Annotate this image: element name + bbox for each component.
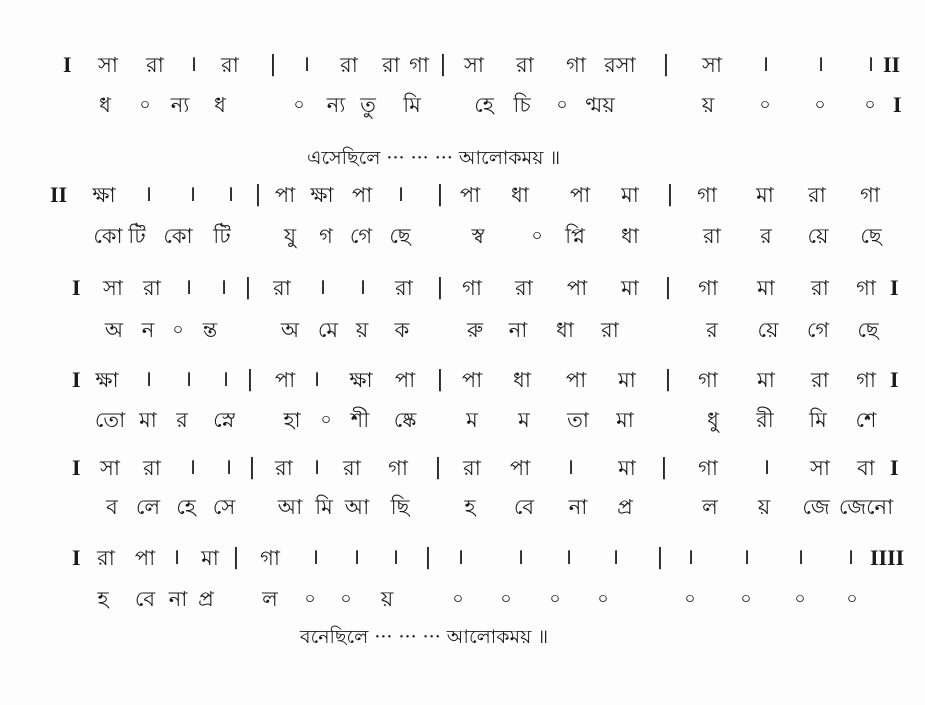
beat-mark: । [395, 182, 405, 207]
beat-mark: । [610, 545, 620, 570]
lyric-syllable: ছে [860, 224, 882, 248]
lyric-line-1 [0, 90, 925, 120]
beat-mark: । [390, 545, 400, 570]
beat-mark: । [795, 545, 805, 570]
end-marker: I [890, 275, 899, 300]
swara-note: মা [618, 368, 636, 392]
start-marker: I [63, 52, 72, 77]
lyric-syllable: না [168, 587, 188, 611]
lyric-syllable: জেনো [838, 495, 894, 519]
lyric-syllable: ন্ত [202, 318, 218, 342]
swara-note: পা [274, 368, 296, 392]
swara-note: রা [515, 276, 533, 300]
lyric-syllable: তা [567, 408, 589, 432]
swara-note: মা [621, 276, 639, 300]
swara-note: মা [757, 276, 775, 300]
lyric-syllable: রা [601, 318, 619, 342]
swara-line-6 [0, 543, 925, 573]
bar-line: | [664, 275, 672, 300]
lyric-syllable: ০ [531, 226, 543, 246]
beat-mark: । [741, 545, 751, 570]
lyric-syllable: ছি [390, 495, 410, 519]
lyric-syllable: ০ [794, 589, 806, 609]
swara-note: গা [698, 368, 718, 392]
swara-line-4 [0, 365, 925, 395]
lyric-syllable: মি [403, 93, 421, 117]
swara-note: সা [702, 53, 722, 77]
lyric-syllable: ০ [864, 95, 876, 115]
lyric-line-4 [0, 405, 925, 435]
swara-note: ক্ষা [95, 368, 119, 392]
lyric-syllable: সে [212, 495, 236, 519]
beat-mark: । [760, 52, 770, 77]
bar-line: | [666, 182, 674, 207]
swara-note: ধা [511, 183, 529, 207]
beat-mark: । [311, 367, 321, 392]
lyric-syllable: প্র [617, 495, 633, 519]
bar-line: | [439, 52, 447, 77]
lyric-syllable: মি [315, 495, 333, 519]
start-marker: II [50, 182, 68, 207]
bar-line: | [656, 545, 664, 570]
lyric-syllable: ম [518, 408, 530, 432]
lyric-syllable: ছে [389, 224, 411, 248]
beat-mark: । [685, 545, 695, 570]
beat-mark: । [865, 52, 875, 77]
lyric-syllable: ০ [759, 95, 771, 115]
swara-note: রা [275, 456, 293, 480]
swara-note: পা [459, 183, 481, 207]
lyric-syllable: না [568, 495, 588, 519]
swara-note: ক্ষা [310, 183, 334, 207]
beat-mark: । [515, 545, 525, 570]
lyric-syllable: কো [93, 224, 123, 248]
lyric-syllable: ক [394, 318, 410, 342]
swara-note: গা [698, 276, 718, 300]
swara-note: পা [566, 276, 588, 300]
lyric-syllable: শী [350, 408, 370, 432]
lyric-syllable: ০ [293, 95, 305, 115]
lyric-syllable: কো [163, 224, 193, 248]
lyric-syllable: গ [319, 224, 333, 248]
start-marker: I [72, 275, 81, 300]
beat-mark: । [187, 455, 197, 480]
lyric-syllable: অ [280, 318, 300, 342]
lyric-syllable: ০ [320, 410, 332, 430]
lyric-syllable: শে [855, 408, 877, 432]
start-marker: I [72, 367, 81, 392]
swara-note: রা [143, 456, 161, 480]
end-marker: IIII [870, 545, 905, 570]
lyric-syllable: ধ [214, 93, 226, 117]
swara-note: মা [756, 183, 774, 207]
swara-note: সা [98, 53, 118, 77]
refrain-line: বনেছিলে ··· ··· ··· আলোকময় ॥ [300, 626, 549, 648]
lyric-syllable: ল [262, 587, 278, 611]
lyric-syllable: স্ব [471, 224, 485, 248]
swara-note: রা [395, 276, 413, 300]
swara-note: গা [860, 183, 880, 207]
beat-mark: । [143, 367, 153, 392]
lyric-syllable: গে [806, 318, 830, 342]
lyric-syllable: গে [349, 224, 373, 248]
bar-line: | [664, 367, 672, 392]
lyric-syllable: যু [283, 224, 297, 248]
lyric-syllable: বে [134, 587, 156, 611]
lyric-syllable: ০ [549, 589, 561, 609]
refrain-line: এসেছিলে ··· ··· ··· আলোকময় ॥ [307, 147, 561, 169]
beat-mark: । [310, 545, 320, 570]
beat-mark: । [317, 275, 327, 300]
lyric-syllable: র [176, 408, 188, 432]
lyric-syllable: রা [703, 224, 721, 248]
swara-note: গা [260, 546, 280, 570]
lyric-syllable: য় [701, 93, 715, 117]
swara-note: পা [509, 456, 531, 480]
beat-mark: । [357, 275, 367, 300]
start-marker: I [72, 455, 81, 480]
lyric-syllable: না [508, 318, 528, 342]
swara-note: ক্ষা [349, 368, 373, 392]
lyric-syllable: ণ্ময় [585, 93, 615, 117]
lyric-syllable: ০ [500, 589, 512, 609]
lyric-syllable: ০ [556, 95, 568, 115]
lyric-line-3 [0, 315, 925, 345]
swara-note: সা [103, 276, 123, 300]
swara-note: ক্ষা [92, 183, 116, 207]
beat-mark: । [183, 275, 193, 300]
beat-mark: । [171, 545, 181, 570]
beat-mark: । [565, 455, 575, 480]
lyric-syllable: ০ [814, 95, 826, 115]
lyric-syllable: ধু [707, 408, 719, 432]
beat-mark: । [188, 52, 198, 77]
lyric-syllable: র [760, 224, 772, 248]
lyric-syllable: ন্য [326, 93, 346, 117]
lyric-syllable: ধা [621, 224, 639, 248]
lyric-syllable: হ [464, 495, 476, 519]
swara-note: রা [516, 53, 534, 77]
swara-note: মা [201, 546, 219, 570]
lyric-syllable: প্র [198, 587, 214, 611]
bar-line: | [232, 545, 240, 570]
lyric-syllable: লে [135, 495, 161, 519]
lyric-syllable: বে [513, 495, 535, 519]
swara-line-1 [0, 50, 925, 80]
lyric-syllable: র [706, 318, 718, 342]
lyric-syllable: ল [702, 495, 718, 519]
swara-line-2 [0, 180, 925, 210]
lyric-syllable: তো [94, 408, 126, 432]
lyric-syllable: ধ [99, 93, 111, 117]
beat-mark: । [455, 545, 465, 570]
swara-note: গা [856, 368, 876, 392]
beat-mark: । [301, 52, 311, 77]
lyric-syllable: ন্য [170, 93, 190, 117]
swara-note: পা [569, 183, 591, 207]
swara-note: সা [810, 456, 830, 480]
beat-mark: । [761, 455, 771, 480]
swara-note: ধা [513, 368, 531, 392]
lyric-syllable: মে [317, 318, 339, 342]
swara-note: সা [100, 456, 120, 480]
lyric-syllable: হে [474, 93, 494, 117]
bar-line: | [660, 455, 668, 480]
lyric-syllable: ম [466, 408, 478, 432]
lyric-syllable: টি [213, 224, 231, 248]
lyric-syllable: মা [139, 408, 157, 432]
swara-note: গা [462, 276, 482, 300]
lyric-line-6 [0, 584, 925, 614]
lyric-syllable: মা [616, 408, 634, 432]
swara-note: গা [388, 456, 408, 480]
lyric-syllable: হে [176, 495, 196, 519]
swara-note: রা [382, 53, 400, 77]
swara-note: গা [409, 53, 429, 77]
beat-mark: । [183, 367, 193, 392]
swara-note: পা [274, 183, 296, 207]
swara-line-3 [0, 273, 925, 303]
lyric-syllable: আ [344, 495, 370, 519]
lyric-syllable: য়ে [807, 224, 829, 248]
lyric-syllable: য় [355, 318, 369, 342]
swara-note: রা [811, 368, 829, 392]
swara-note: রা [343, 456, 361, 480]
swara-note: মা [618, 456, 636, 480]
lyric-syllable: রী [756, 408, 774, 432]
bar-line: | [424, 545, 432, 570]
swara-note: পা [134, 546, 156, 570]
beat-mark: । [351, 545, 361, 570]
swara-note: মা [621, 183, 639, 207]
bar-line: | [248, 455, 256, 480]
lyric-syllable: অ [104, 318, 124, 342]
lyric-syllable: আ [277, 495, 303, 519]
lyric-syllable: য় [757, 495, 771, 519]
swara-note: বা [857, 456, 875, 480]
beat-mark: । [143, 182, 153, 207]
swara-note: সা [464, 53, 484, 77]
bar-line: | [254, 182, 262, 207]
lyric-syllable: ০ [846, 589, 858, 609]
beat-mark: । [311, 455, 321, 480]
lyric-syllable: ব [106, 495, 118, 519]
swara-note: রা [340, 53, 358, 77]
lyric-line-2 [0, 221, 925, 251]
bar-line: | [436, 275, 444, 300]
lyric-syllable: স্নে [213, 408, 235, 432]
swara-note: রা [97, 546, 115, 570]
swara-note: রা [808, 183, 826, 207]
bar-line: | [436, 367, 444, 392]
lyric-syllable: ০ [452, 589, 464, 609]
bar-line: | [246, 367, 254, 392]
lyric-syllable: ০ [340, 589, 352, 609]
lyric-syllable: চি [513, 93, 531, 117]
lyric-syllable: ০ [139, 95, 151, 115]
swara-note: রা [273, 276, 291, 300]
lyric-syllable: তু [360, 93, 376, 117]
swara-note: পা [461, 368, 483, 392]
beat-mark: । [563, 545, 573, 570]
beat-mark: । [218, 275, 228, 300]
lyric-syllable: ০ [172, 320, 184, 340]
lyric-syllable: হ [97, 587, 109, 611]
lyric-syllable: ষ্কে [393, 408, 417, 432]
lyric-syllable: য়ে [757, 318, 779, 342]
lyric-syllable: রু [466, 318, 484, 342]
beat-mark: । [815, 52, 825, 77]
swara-note: গা [697, 183, 717, 207]
lyric-syllable: ছে [857, 318, 879, 342]
beat-mark: । [223, 455, 233, 480]
bar-line: | [269, 52, 277, 77]
swara-note: গা [566, 53, 586, 77]
lyric-syllable: হা [283, 408, 301, 432]
lyric-syllable: মি [809, 408, 827, 432]
swara-note: রা [811, 276, 829, 300]
lyric-syllable: টি [128, 224, 146, 248]
swara-note: পা [351, 183, 373, 207]
swara-note: পা [565, 368, 587, 392]
swara-note: গা [698, 456, 718, 480]
swara-note: রা [146, 53, 164, 77]
swara-note: পা [394, 368, 416, 392]
swara-note: গা [856, 276, 876, 300]
lyric-syllable: প্নি [565, 224, 585, 248]
beat-mark: । [220, 367, 230, 392]
start-marker: I [72, 545, 81, 570]
lyric-syllable: ধা [556, 318, 574, 342]
bar-line: | [662, 52, 670, 77]
lyric-line-5 [0, 492, 925, 522]
lyric-syllable: জে [802, 495, 830, 519]
swara-line-5 [0, 453, 925, 483]
beat-mark: । [187, 182, 197, 207]
end-marker: I [890, 367, 899, 392]
beat-mark: । [845, 545, 855, 570]
end-marker: I [890, 455, 899, 480]
bar-line: | [434, 455, 442, 480]
swara-note: রসা [604, 53, 636, 77]
lyric-syllable: ০ [740, 589, 752, 609]
end-marker: II [883, 52, 901, 77]
bar-line: | [436, 182, 444, 207]
lyric-syllable: ০ [597, 589, 609, 609]
swara-note: রা [221, 53, 239, 77]
swara-note: রা [143, 276, 161, 300]
end-marker: I [893, 92, 902, 117]
swara-note: মা [757, 368, 775, 392]
lyric-syllable: য় [380, 587, 394, 611]
beat-mark: । [225, 182, 235, 207]
lyric-syllable: ০ [684, 589, 696, 609]
swara-note: রা [463, 456, 481, 480]
bar-line: | [244, 275, 252, 300]
lyric-syllable: ০ [304, 589, 316, 609]
lyric-syllable: ন [141, 318, 155, 342]
